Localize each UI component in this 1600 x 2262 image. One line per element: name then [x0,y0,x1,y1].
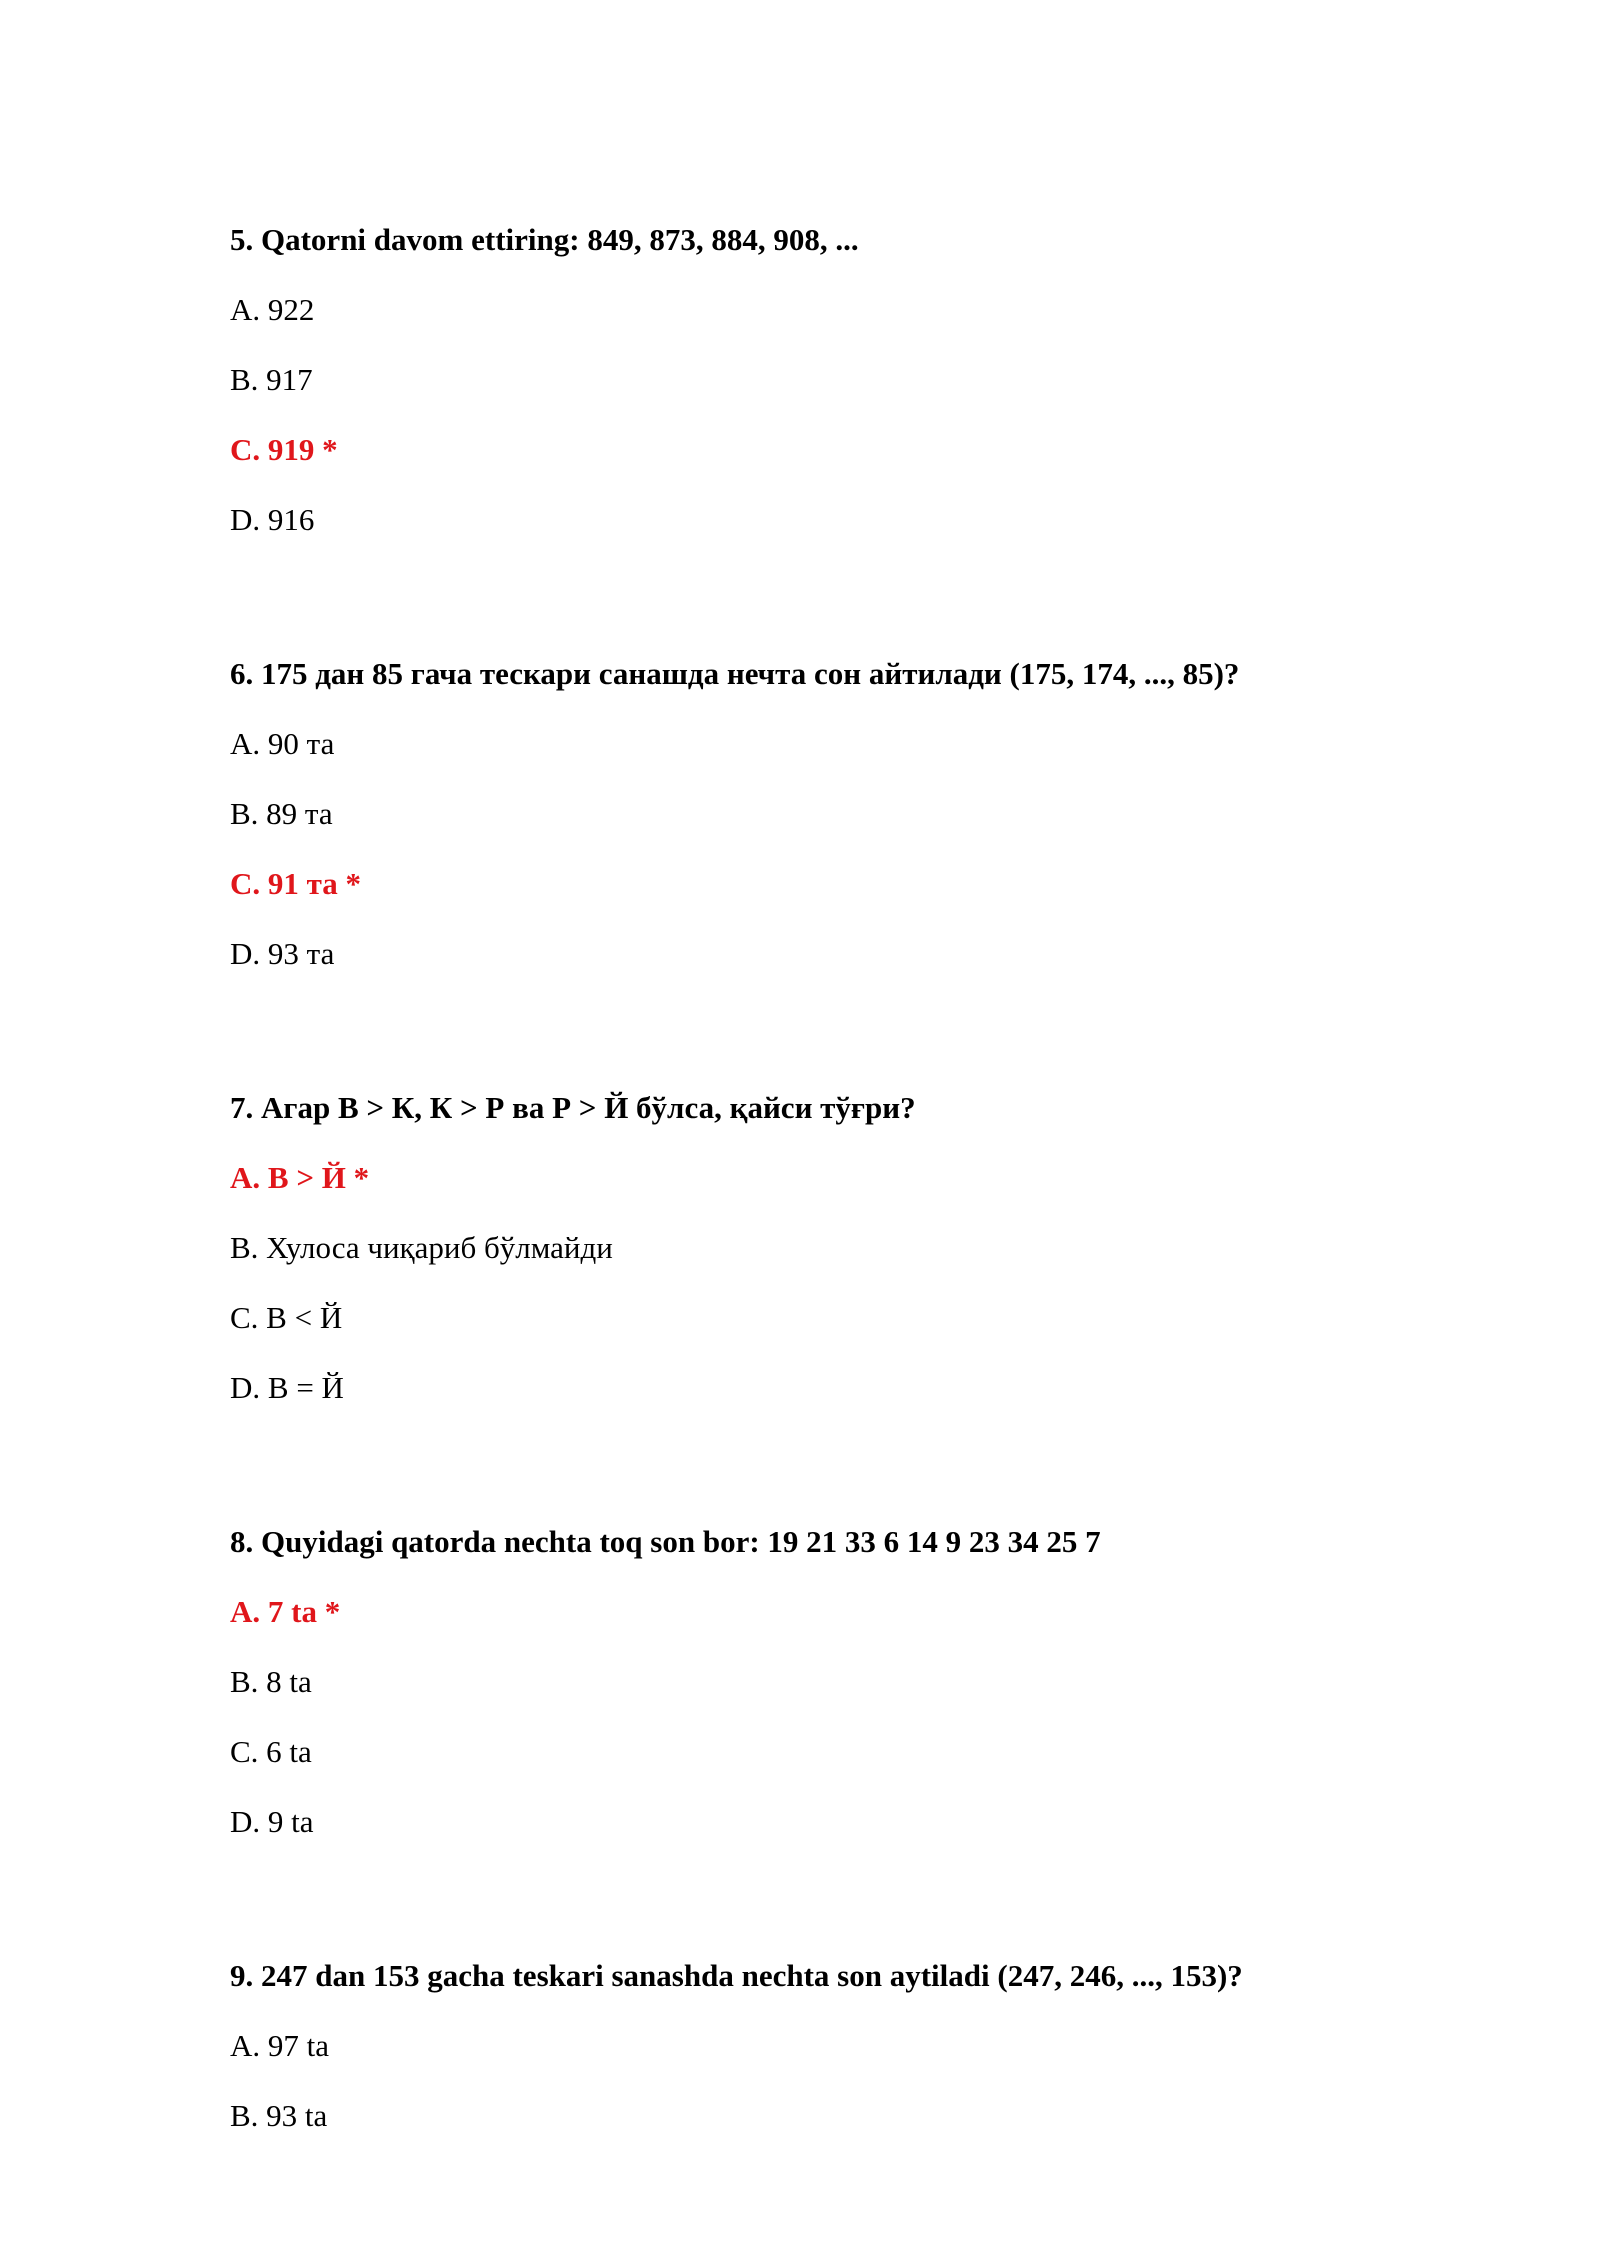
quiz-page [230,222,1530,2252]
option-c: C. В < Й [230,1300,343,1335]
question-text: 7. Агар В > К, К > Р ва Р > Й бўлса, қайси тўғри? [230,1090,916,1125]
option-a-correct: A. В > Й * [230,1160,370,1195]
option-b: B. Хулоса чиқариб бўлмайди [230,1230,613,1265]
option-c-correct: C. 919 * [230,432,338,467]
question-6 [230,656,1530,972]
option-d: D. 93 та [230,936,335,971]
question-text: 9. 247 dan 153 gacha teskari sanashda nechta son aytiladi (247, 246, ..., 153)? [230,1958,1243,1993]
option-b: B. 8 ta [230,1664,312,1699]
option-a: A. 90 та [230,726,335,761]
option-a: A. 97 ta [230,2028,330,2063]
option-b: B. 917 [230,362,313,397]
question-text: 6. 175 дан 85 гача тескари санашда нечта сон айтилади (175, 174, ..., 85)? [230,656,1240,691]
question-5 [230,222,1530,538]
option-a: A. 922 [230,292,315,327]
question-9 [230,1958,1530,2134]
option-d: D. 9 ta [230,1804,314,1839]
question-text: 5. Qatorni davom ettiring: 849, 873, 884, 908, ... [230,222,859,257]
option-c-correct: C. 91 та * [230,866,361,901]
question-text: 8. Quyidagi qatorda nechta toq son bor: 19 21 33 6 14 9 23 34 25 7 [230,1524,1101,1559]
question-8 [230,1524,1530,1840]
option-b: B. 89 та [230,796,333,831]
option-d: D. В = Й [230,1370,344,1405]
option-b: B. 93 ta [230,2098,328,2133]
question-7 [230,1090,1530,1406]
option-d: D. 916 [230,502,315,537]
option-c: C. 6 ta [230,1734,312,1769]
option-a-correct: A. 7 ta * [230,1594,341,1629]
